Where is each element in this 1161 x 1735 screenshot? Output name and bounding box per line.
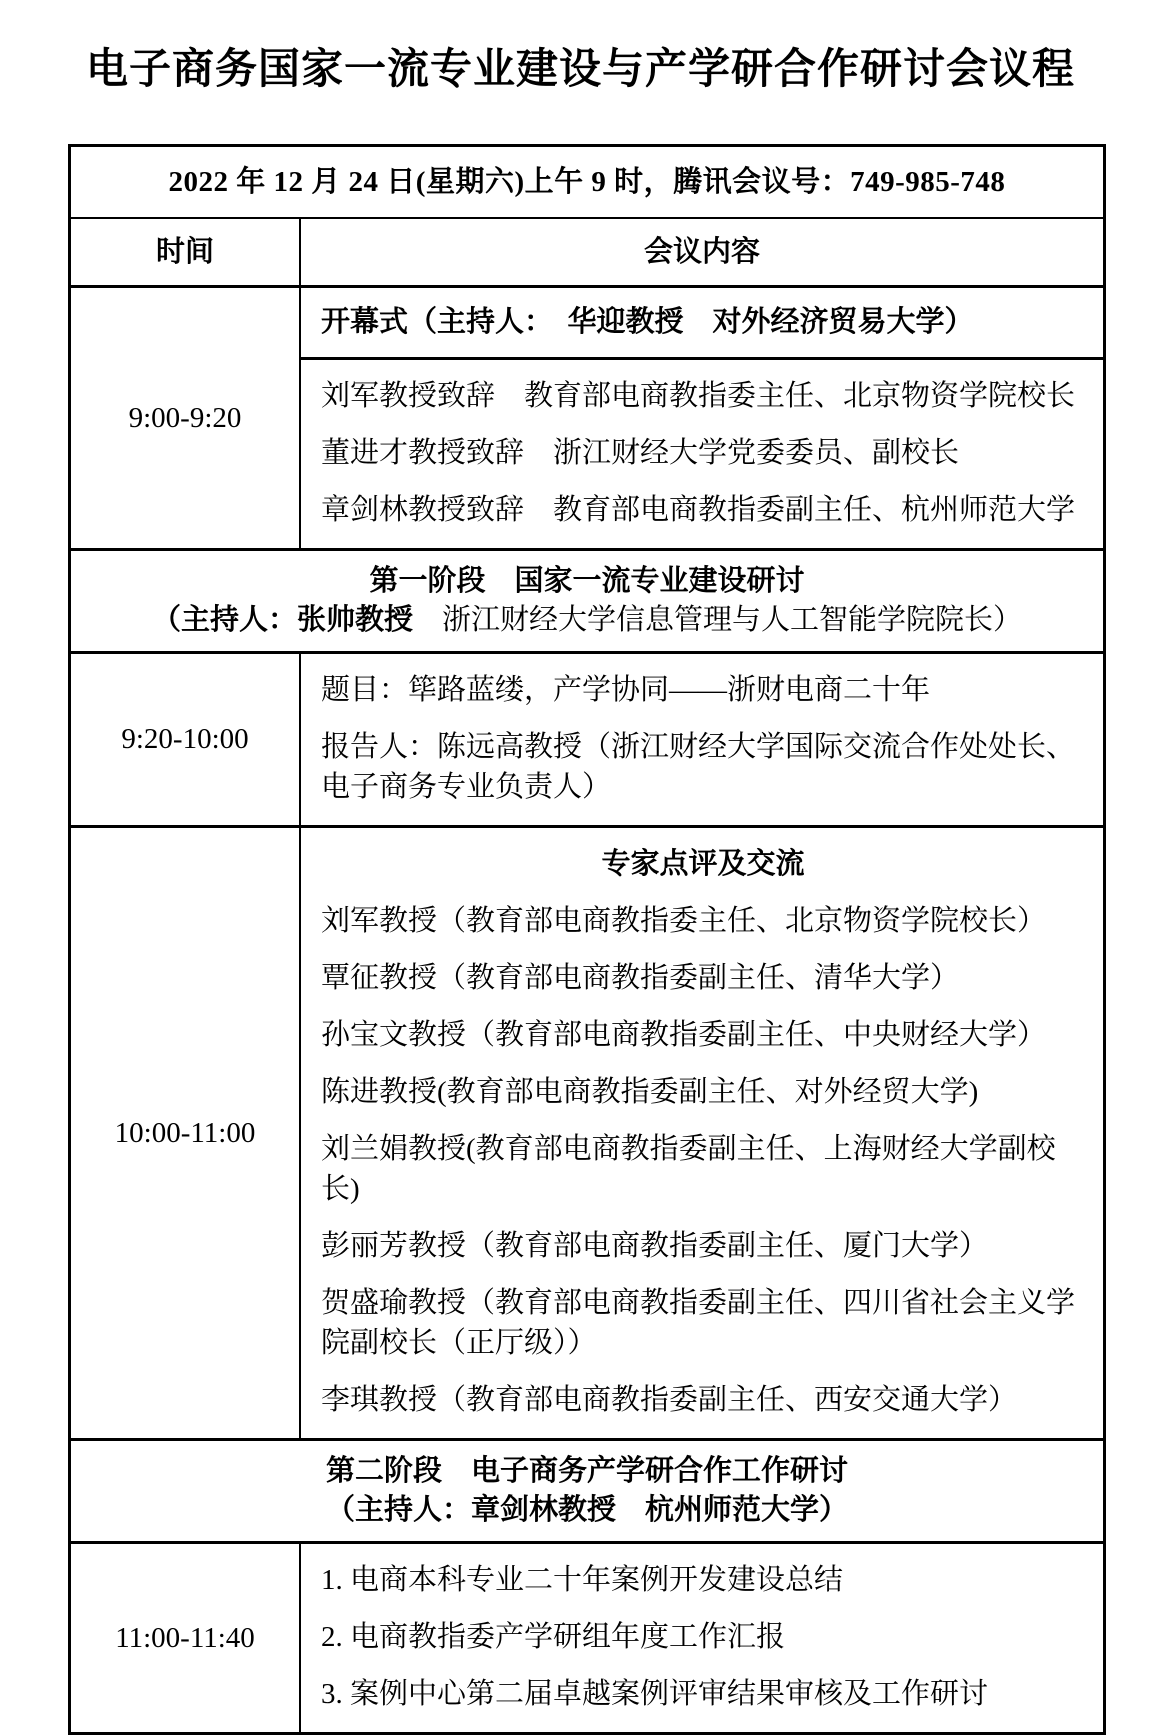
worksession-row [71, 1541, 1103, 1732]
expert-line: 李琪教授（教育部电商教指委副主任、西安交通大学） [321, 1384, 1018, 1416]
agenda-item: 2. 电商教指委产学研组年度工作汇报 [321, 1621, 786, 1653]
page-title: 电子商务国家一流专业建设与产学研合作研讨会议程 [85, 47, 1075, 93]
discussion-time: 10:00-11:00 [71, 828, 301, 1438]
stage1-host-affiliation: 浙江财经大学信息管理与人工智能学院院长） [413, 604, 1023, 636]
agenda-item: 1. 电商本科专业二十年案例开发建设总结 [321, 1564, 844, 1596]
stage2-header-row [71, 1438, 1103, 1541]
report-speaker: 报告人：陈远高教授（浙江财经大学国际交流合作处处长、电子商务专业负责人） [321, 731, 1076, 803]
discussion-title: 专家点评及交流 [601, 848, 805, 880]
opening-time: 9:00-9:20 [71, 288, 301, 548]
column-header-time: 时间 [71, 219, 301, 285]
stage1-host [71, 601, 1103, 639]
speech-line: 章剑林教授致辞 教育部电商教指委副主任、杭州师范大学 [321, 494, 1076, 526]
expert-line: 覃征教授（教育部电商教指委副主任、清华大学） [321, 962, 960, 994]
speech-line: 董进才教授致辞 浙江财经大学党委委员、副校长 [321, 437, 960, 469]
expert-line: 陈进教授(教育部电商教指委副主任、对外经贸大学) [321, 1076, 979, 1108]
expert-line: 刘军教授（教育部电商教指委主任、北京物资学院校长） [321, 905, 1047, 937]
stage2-title: 第二阶段 电子商务产学研合作工作研讨 [325, 1455, 848, 1487]
speech-line: 刘军教授致辞 教育部电商教指委主任、北京物资学院校长 [321, 380, 1076, 412]
opening-session-row [71, 285, 1103, 548]
meeting-info-text: 2022 年 12 月 24 日(星期六)上午 9 时，腾讯会议号：749-985-748 [168, 165, 1006, 198]
agenda-item: 3. 案例中心第二届卓越案例评审结果审核及工作研讨 [321, 1678, 989, 1710]
expert-line: 刘兰娟教授(教育部电商教指委副主任、上海财经大学副校长) [321, 1133, 1056, 1205]
stage2-host-name: （主持人：章剑林教授 杭州师范大学） [325, 1494, 848, 1526]
expert-line: 贺盛瑜教授（教育部电商教指委副主任、四川省社会主义学院副校长（正厅级）） [321, 1287, 1076, 1359]
table-header-row [71, 217, 1103, 285]
worksession-time: 11:00-11:40 [71, 1544, 301, 1732]
opening-speeches [301, 360, 1103, 548]
discussion-session-row [71, 825, 1103, 1438]
stage2-host [71, 1491, 1103, 1529]
report-time: 9:20-10:00 [71, 654, 301, 825]
report-session-row [71, 651, 1103, 825]
agenda-table [68, 144, 1106, 1735]
meeting-info-row [71, 147, 1103, 217]
stage1-title: 第一阶段 国家一流专业建设研讨 [369, 565, 805, 597]
report-topic: 题目：筚路蓝缕，产学协同——浙财电商二十年 [321, 674, 931, 706]
opening-ceremony-title: 开幕式（主持人： 华迎教授 对外经济贸易大学） [301, 288, 1103, 360]
column-header-content: 会议内容 [643, 235, 760, 268]
expert-line: 孙宝文教授（教育部电商教指委副主任、中央财经大学） [321, 1019, 1047, 1051]
stage1-host-name: （主持人：张帅教授 [151, 604, 413, 636]
expert-line: 彭丽芳教授（教育部电商教指委副主任、厦门大学） [321, 1230, 989, 1262]
stage1-header-row [71, 548, 1103, 651]
